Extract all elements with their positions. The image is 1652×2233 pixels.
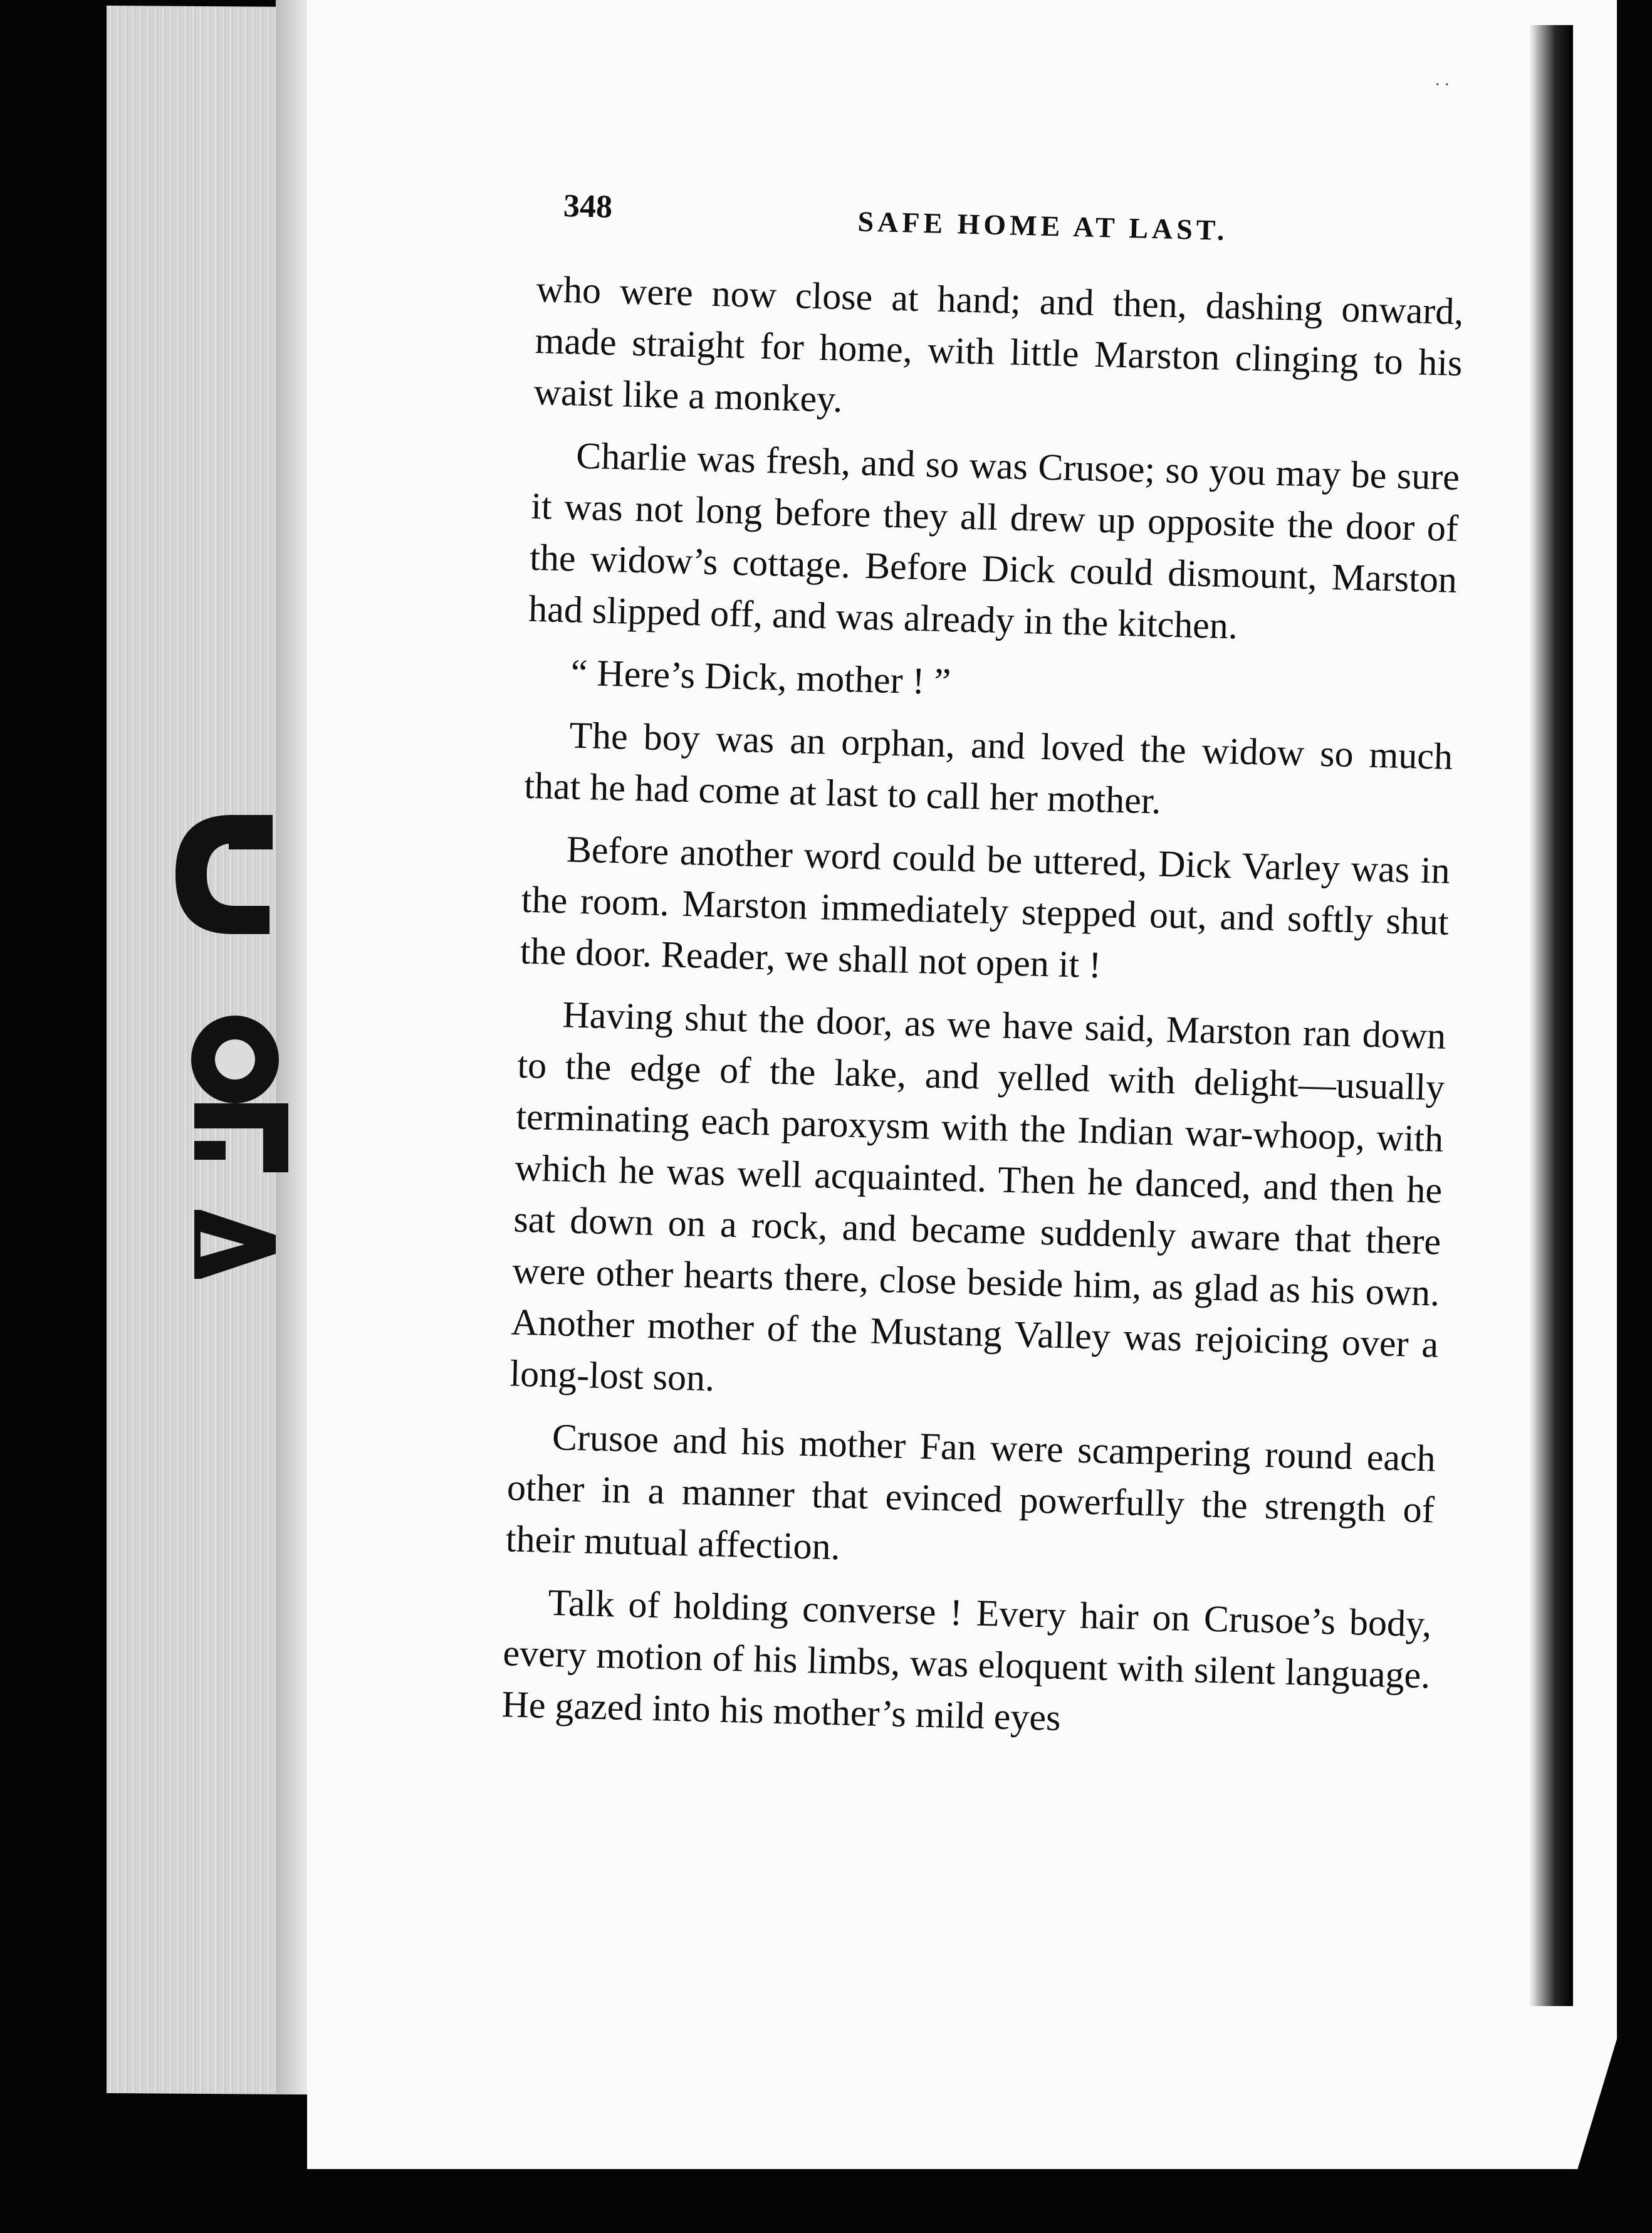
library-stamp: [75, 802, 301, 1367]
library-stamp-graphic: [75, 802, 301, 1367]
paragraph: who were now close at hand; and then, dashing onward, made straight for home, with little Marston clinging to his waist like a monkey.: [533, 268, 1465, 420]
paragraph: Charlie was fresh, and so was Crusoe; so you may be sure it was not long before they all drew up opposite the door of the widow’s cottage. Before Dick could dismount, Marston had slipped off, and was already in the kitchen.: [528, 434, 1460, 647]
paragraph: Having shut the door, as we have said, Marston ran down to the edge of the lake, and yelled with delight—usually terminating each paroxysm with the Indian war-whoop, with which he was well acquainted. Then he danced, and then he sat down on a rock, and became suddenly aware that there were other hearts there, close beside him, as glad as his own. Another mother of the Mustang Valley was rejoicing over a long-lost son.: [509, 994, 1446, 1399]
paragraph: Talk of holding converse ! Every hair on Crusoe’s body, every motion of his limbs, was eloquent with silent language. He gazed into his mother’s mild eyes: [501, 1582, 1433, 1739]
body-text: [501, 263, 1465, 1752]
paragraph: The boy was an orphan, and loved the widow so much that he had come at last to call her mother.: [523, 714, 1453, 822]
running-title: SAFE HOME AT LAST.: [857, 205, 1229, 246]
paragraph: Before another word could be uttered, Dick Varley was in the room. Marston immediately stepped out, and softly shut the door. Reader, we shall not open it !: [520, 828, 1451, 986]
paragraph: “ Here’s Dick, mother ! ”: [570, 651, 951, 703]
page-number: 348: [563, 187, 613, 225]
paragraph: Crusoe and his mother Fan were scampering round each other in a manner that evinced powerfully the strength of their mutual affection.: [505, 1416, 1436, 1568]
page-content: [501, 182, 1466, 1763]
page-gutter-shadow: [1529, 25, 1573, 2006]
corner-marks: . .: [1435, 69, 1450, 90]
